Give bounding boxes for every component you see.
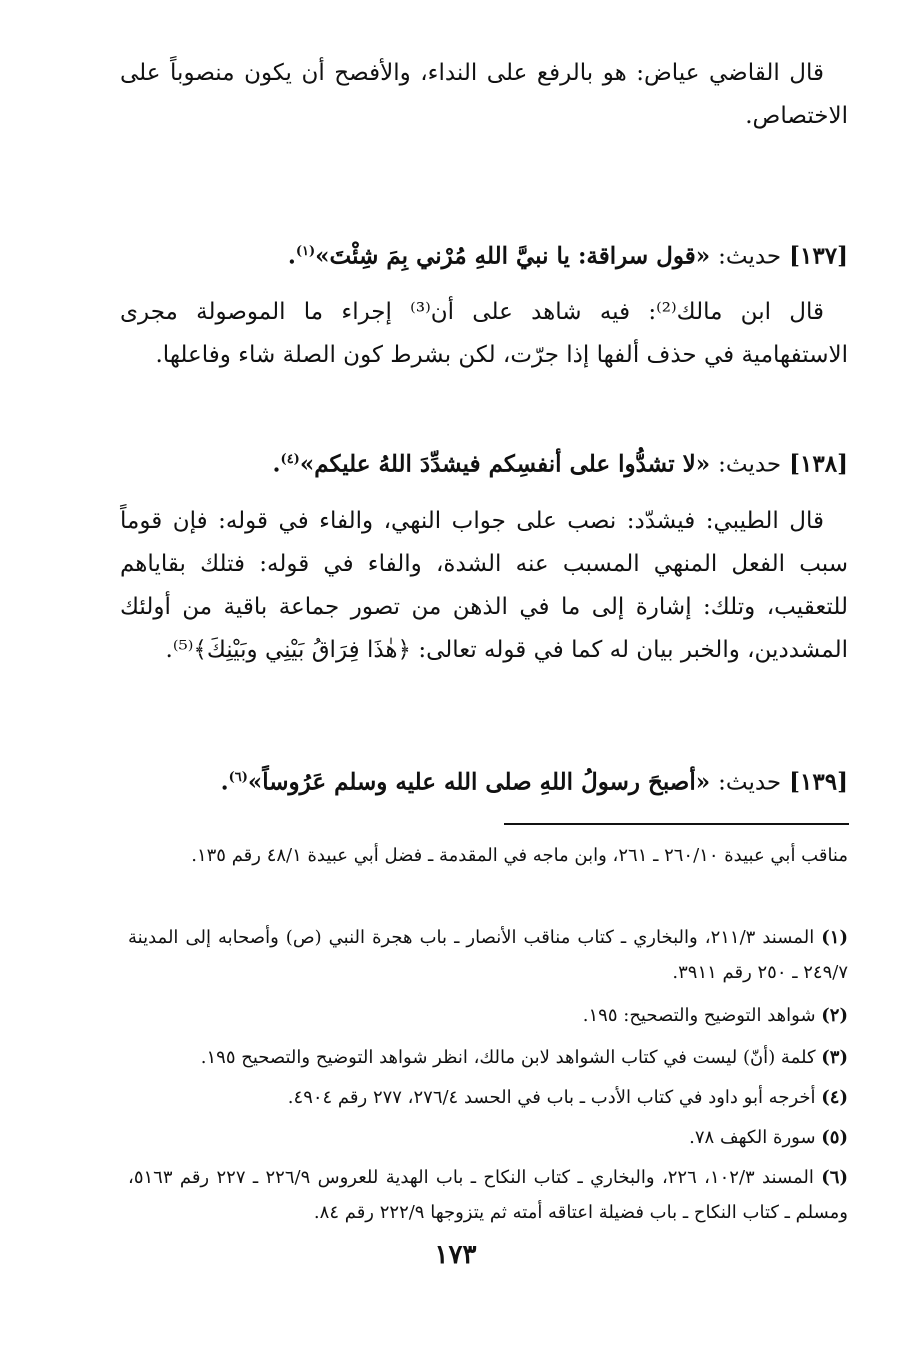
footnote-4 <box>128 1080 848 1115</box>
footnote-number: (٢) <box>821 1005 848 1026</box>
hadith-number: [١٣٩] <box>789 768 848 796</box>
hadith-text: «أصبحَ رسولُ اللهِ صلى الله عليه وسلم عَرُوساً» <box>247 768 711 796</box>
footnote-3 <box>128 1040 848 1075</box>
hadith-text: «لا تشدُّوا على أنفسِكم فيشدِّدَ اللهُ عليكم» <box>299 450 711 478</box>
footnote-6 <box>128 1160 848 1230</box>
footnote-text: كلمة (أنّ) ليست في كتاب الشواهد لابن مالك، انظر شواهد التوضيح والتصحيح ١٩٥. <box>200 1047 816 1068</box>
footnote-text: المسند ١٠٢/٣، ٢٢٦، والبخاري ـ كتاب النكاح ـ باب الهدية للعروس ٢٢٦/٩ ـ ٢٢٧ رقم ٥١٦٣، ومسلم ـ كتاب النكاح ـ باب فضيلة اعتاقه أمته ثم يتزوجها ٢٢٢/٩ رقم ٨٤. <box>128 1167 848 1223</box>
hadith-lead: حديث: <box>718 769 782 796</box>
footnote-5 <box>128 1120 848 1155</box>
hadith-lead: حديث: <box>718 243 782 270</box>
paragraph-qadi-iyad: قال القاضي عياض: هو بالرفع على النداء، والأفصح أن يكون منصوباً على الاختصاص. <box>120 60 848 129</box>
footnote-text: المسند ٢١١/٣، والبخاري ـ كتاب مناقب الأنصار ـ باب هجرة النبي (ص) وأصحابه إلى المدينة ٢٤٩/٧ ـ ٢٥٠ رقم ٣٩١١. <box>128 927 848 983</box>
page-number: ١٧٣ <box>434 1240 477 1270</box>
hadith-number: [١٣٨] <box>789 450 848 478</box>
footnote-ref: (٤) <box>280 452 300 467</box>
footnote-number: (١) <box>821 927 848 948</box>
footnote-number: (٤) <box>821 1087 848 1108</box>
footnote-text: شواهد التوضيح والتصحيح: ١٩٥. <box>582 1005 816 1026</box>
paragraph-ibn-malik: قال ابن مالك⁽²⁾: فيه شاهد على أن⁽³⁾ إجراء ما الموصولة مجرى الاستفهامية في حذف ألفها إذا جرّت، لكن بشرط كون الصلة شاء وفاعلها. <box>120 299 848 368</box>
footnote-number: (٥) <box>821 1127 848 1148</box>
hadith-text: «قول سراقة: يا نبيَّ اللهِ مُرْني بِمَ شِئْتَ» <box>315 242 711 270</box>
hadith-137: [١٣٧] حديث: «قول سراقة: يا نبيَّ اللهِ مُرْني بِمَ شِئْتَ»$^{(١)}$. <box>287 242 848 270</box>
hadith-138: [١٣٨] حديث: «لا تشدُّوا على أنفسِكم فيشدِّدَ اللهُ عليكم»$^{(٤)}$. <box>272 450 848 478</box>
footnote-text: أخرجه أبو داود في كتاب الأدب ـ باب في الحسد ٢٧٦/٤، ٢٧٧ رقم ٤٩٠٤. <box>287 1087 816 1108</box>
footnote-ref: (١) <box>295 244 316 259</box>
footnote-text: سورة الكهف ٧٨. <box>689 1127 816 1148</box>
footnote-number: (٣) <box>821 1047 848 1068</box>
footnote-1 <box>128 920 848 990</box>
footnote-ref: (٦) <box>228 770 248 785</box>
paragraph-tibi: قال الطيبي: فيشدّد: نصب على جواب النهي، والفاء في قوله: فإن قوماً سبب الفعل المنهي المسبب عنه الشدة، والفاء في قوله: فتلك بقاياهم للتعقيب، وتلك: إشارة إلى ما في الذهن من تصور جماعة باقية من أولئك المشددين، والخبر بيان له كما في قوله تعالى: ﴿هٰذَا فِرَاقُ بَيْنِي وبَيْنِكَ﴾⁽⁵⁾. <box>120 508 848 663</box>
hadith-lead: حديث: <box>718 451 782 478</box>
hadith-number: [١٣٧] <box>789 242 848 270</box>
footnote-separator <box>504 823 849 825</box>
footnote-number: (٦) <box>821 1167 848 1188</box>
hadith-139: [١٣٩] حديث: «أصبحَ رسولُ اللهِ صلى الله عليه وسلم عَرُوساً»$^{(٦)}$. <box>220 768 848 796</box>
footnote-2 <box>128 998 848 1033</box>
footnote-carryover: مناقب أبي عبيدة ٢٦٠/١٠ ـ ٢٦١، وابن ماجه في المقدمة ـ فضل أبي عبيدة ٤٨/١ رقم ١٣٥. <box>191 845 848 866</box>
